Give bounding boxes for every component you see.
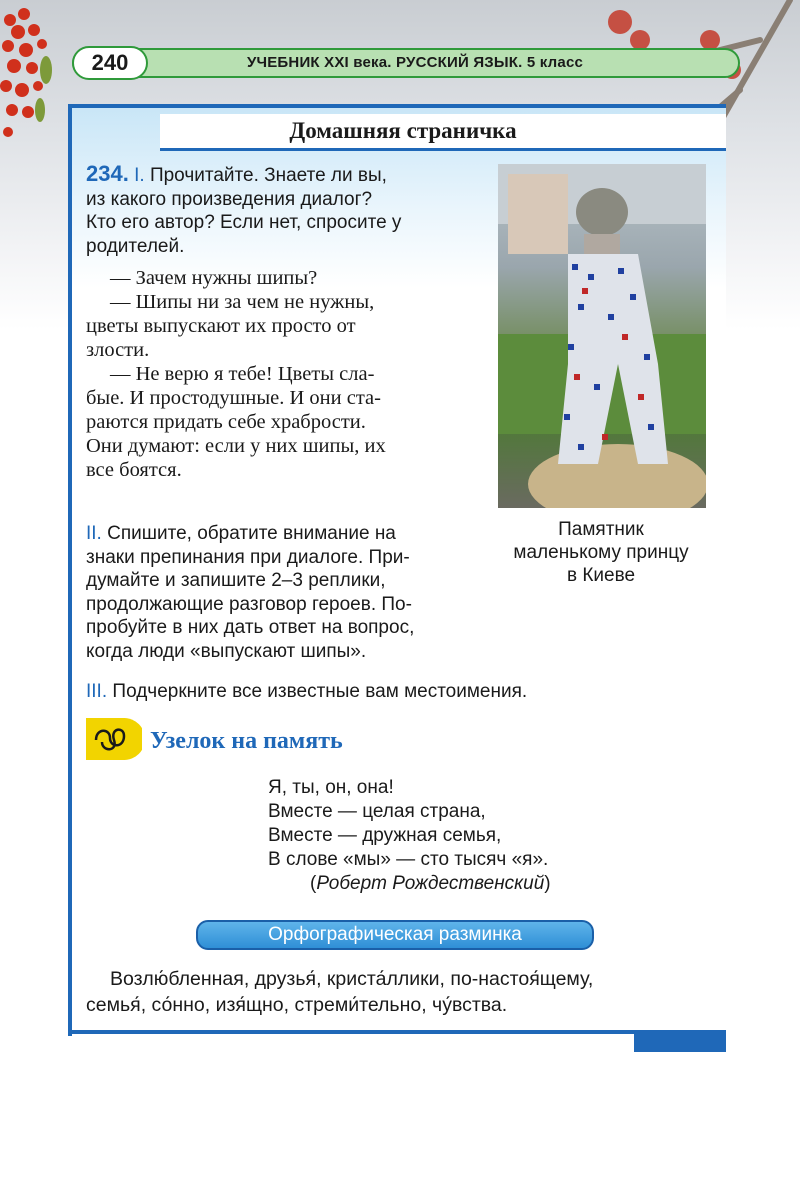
caption-line: Памятник [558,519,644,540]
text-line: пробуйте в них дать ответ на вопрос, [86,617,415,638]
part-roman-3: III. [86,681,108,702]
poem-line: Я, ты, он, она! [268,777,394,798]
text-line: когда люди «выпускают шипы». [86,640,367,662]
author-name: Роберт Рождественский [316,873,545,894]
memo-title: Узелок на память [150,728,343,754]
photo-caption [488,518,714,587]
dialog-text [86,266,474,482]
exercise-part1 [86,162,474,258]
text-line: продолжающие разговор героев. По- [86,593,412,615]
exercise-number: 234. [86,161,129,186]
poem [268,776,628,896]
text-line: Кто его автор? Если нет, спросите у [86,212,402,233]
text-line: думайте и запишите 2–3 реплики, [86,570,386,591]
dialog-line: злости. [86,339,150,361]
ortho-line: семья́, со́нно, изя́щно, стреми́тельно, чу́вства. [86,994,508,1016]
text-line: родителей. [86,235,185,257]
poem-author [268,872,628,896]
text-line: Прочитайте. Знаете ли вы, [149,165,387,186]
poem-line: Вместе — целая страна, [268,801,486,822]
part-roman-1: I. [134,165,145,186]
dialog-line: раются придать себе храбрости. [86,411,366,433]
paren: ) [544,873,551,894]
dialog-line: — Не верю я тебе! Цветы сла- [110,363,375,385]
dialog-line: — Шипы ни за чем не нужны, [110,291,375,313]
paren: ( [310,873,317,894]
book-title: УЧЕБНИК XXI века. РУССКИЙ ЯЗЫК. 5 класс [246,54,584,71]
exercise-part3 [86,680,708,704]
poem-line: В слове «мы» — сто тысяч «я». [268,849,549,870]
poem-line: Вместе — дружная семья, [268,825,502,846]
little-prince-monument-photo [498,164,706,508]
panel-bottom-border [68,1030,634,1034]
exercise-part2 [86,522,474,663]
dialog-line: все боятся. [86,459,182,481]
text-line: знаки препинания при диалоге. При- [86,546,410,568]
text-line: Подчеркните все известные вам местоимения. [112,681,528,702]
section-title: Домашняя страничка [289,118,517,143]
panel-corner-bar [634,1030,726,1052]
text-line: Спишите, обратите внимание на [107,523,396,544]
knot-icon [84,714,142,764]
ortho-words [86,966,708,1018]
ortho-label: Орфографическая разминка [196,920,594,950]
monument-illustration [498,164,706,508]
dialog-line: бые. И простодушные. И они ста- [86,387,381,409]
dialog-line: — Зачем нужны шипы? [110,267,318,289]
dialog-line: Они думают: если у них шипы, их [86,435,386,457]
caption-line: в Киеве [566,565,636,586]
ortho-line: Возлю́бленная, друзья́, криста́ллики, по-настоя́щему, [110,968,594,990]
caption-line: маленькому принцу [513,542,689,563]
page-number: 240 [72,46,148,80]
dialog-line: цветы выпускают их просто от [86,315,356,337]
text-line: из какого произведения диалог? [86,188,373,210]
part-roman-2: II. [86,523,102,544]
